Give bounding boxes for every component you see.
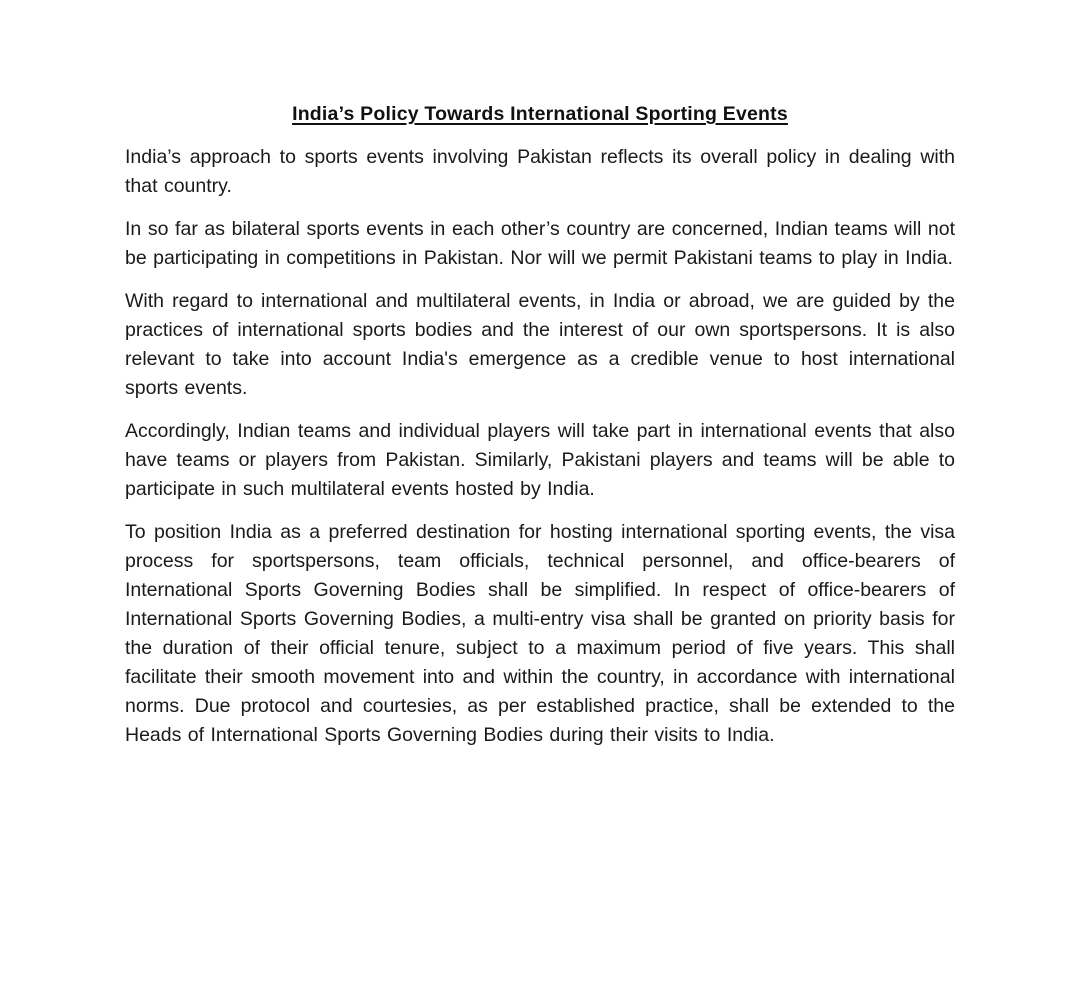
- body-paragraph: With regard to international and multilateral events, in India or abroad, we are guided by the practices of international sports bodies and the interest of our own sportspersons. It is also relevant to take into account India's emergence as a credible venue to host international sports events.: [125, 290, 955, 399]
- body-paragraph: In so far as bilateral sports events in each other’s country are concerned, Indian teams will not be participating in competitions in Pakistan. Nor will we permit Pakistani teams to play in India.: [125, 218, 955, 269]
- body-paragraph: India’s approach to sports events involving Pakistan reflects its overall policy in dealing with that country.: [125, 146, 955, 197]
- body-paragraph: To position India as a preferred destination for hosting international sporting events, the visa process for sportspersons, team officials, technical personnel, and office-bearers of International Sports Governing Bodies shall be simplified. In respect of office-bearers of International Sports Governing Bodies, a multi-entry visa shall be granted on priority basis for the duration of their official tenure, subject to a maximum period of five years. This shall facilitate their smooth movement into and within the country, in accordance with international norms. Due protocol and courtesies, as per established practice, shall be extended to the Heads of International Sports Governing Bodies during their visits to India.: [125, 521, 955, 746]
- document-body: [125, 143, 955, 750]
- body-paragraph: Accordingly, Indian teams and individual players will take part in international events that also have teams or players from Pakistan. Similarly, Pakistani players and teams will be able to participate in such multilateral events hosted by India.: [125, 420, 955, 500]
- document-title: India’s Policy Towards International Sporting Events: [292, 103, 788, 125]
